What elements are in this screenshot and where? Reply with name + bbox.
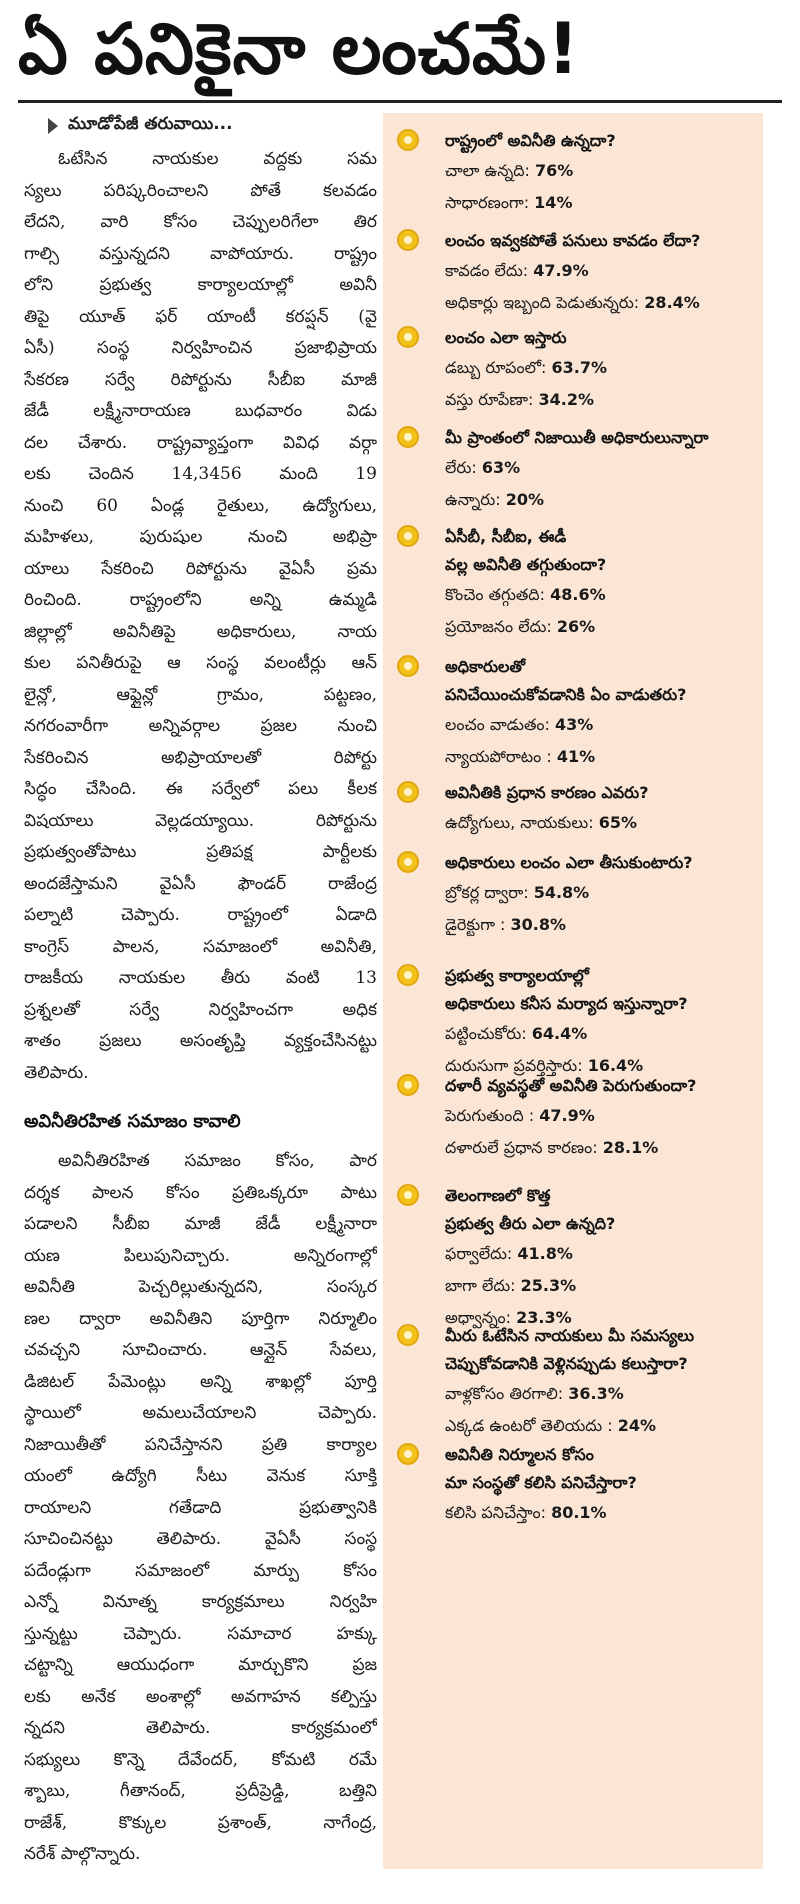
answer-percentage: 63% (481, 458, 521, 477)
article-body-2 (18, 1146, 381, 1871)
answer-label: ఎక్కడ ఉంటరో తెలియదు : (445, 1416, 618, 1435)
survey-question: మా సంస్థతో కలిసి పనిచేస్తారా? (445, 1473, 637, 1492)
answer-label: కొంచెం తగ్గుతది: (445, 585, 551, 604)
article-line: సేకరణ సర్వే రిపోర్టును సీబీఐ మాజీ (24, 369, 377, 390)
answer-percentage: 28.1% (602, 1138, 659, 1157)
article-line: నగరంవారీగా అన్నివర్గాల ప్రజల నుంచి (24, 716, 377, 736)
survey-item (383, 653, 763, 773)
article-line: ప్రభుత్వంతోపాటు ప్రతిపక్ష పార్టీలకు (24, 842, 377, 862)
answer-percentage: 30.8% (510, 915, 567, 934)
article-line: రించింది. రాష్ట్రంలోని అన్ని ఉమ్మడి (24, 590, 377, 610)
answer-percentage: 63.7% (551, 358, 608, 377)
article-line: యాలు సేకరించి రిపోర్టును వైఏసీ ప్రమ (24, 558, 377, 579)
bullet-icon (397, 1074, 419, 1096)
survey-answer (445, 352, 757, 384)
article-line: రాజేశ్, కొక్కుల ప్రశాంత్, నాగేంద్ర, (24, 1812, 377, 1833)
article-line: కాంగ్రెస్ పాలన, సమాజంలో అవినీతి, (24, 936, 377, 957)
article-line: లేదని, వారి కోసం చెప్పులరిగేలా తిర (24, 212, 377, 232)
article-line: స్యలు పరిష్కరించాలని పోతే కలవడం (24, 180, 377, 201)
answer-percentage: 16.4% (587, 1056, 644, 1075)
answer-label: ఉద్యోగులు, నాయకులు: (445, 813, 599, 832)
article-line: పడాలని సీబీఐ మాజీ జేడీ లక్ష్మీనారా (24, 1214, 377, 1234)
article-line: శ్బాబు, గీతానంద్, ప్రదీప్రెడ్డి, బత్తిని (24, 1781, 377, 1801)
article-line: ఎన్నో వినూత్న కార్యక్రమాలు నిర్వహి (24, 1592, 377, 1612)
survey-item (383, 523, 763, 643)
article-line: కుల పనితీరుపై ఆ సంస్థ వలంటీర్లు ఆన్ (24, 653, 377, 673)
survey-answer (445, 807, 757, 839)
headline: ఏ పనికైనా లంచమే! (18, 8, 580, 90)
survey-question: అధికారులతో (445, 657, 525, 676)
survey-question: మీరు ఓటేసిన నాయకులు మీ సమస్యలు (445, 1326, 695, 1345)
article-line: సభ్యులు కొన్నె దేవేందర్, కోమటి రమే (24, 1749, 377, 1770)
survey-question: మీ ప్రాంతంలో నిజాయితీ అధికారులున్నారా (445, 428, 709, 447)
answer-label: సాధారణంగా: (445, 193, 535, 212)
survey-answer (445, 452, 757, 484)
survey-question: వల్ల అవినీతి తగ్గుతుందా? (445, 555, 607, 574)
answer-label: దళారులే ప్రధాన కారణం: (445, 1138, 603, 1157)
survey-answer (445, 1238, 757, 1270)
article-line: ఓటేసిన నాయకుల వద్దకు సమ (58, 149, 377, 169)
bullet-icon (397, 851, 419, 873)
answer-percentage: 36.3% (568, 1384, 624, 1403)
article-line: శాతం ప్రజలు అసంతృప్తి వ్యక్తంచేసినట్టు (24, 1031, 377, 1051)
answer-percentage: 34.2% (538, 390, 595, 409)
answer-label: డబ్బు రూపంలో: (445, 358, 552, 377)
survey-answer (445, 1100, 757, 1132)
survey-answer (445, 741, 757, 773)
survey-question: అధికారులు కనీస మర్యాద ఇస్తున్నారా? (445, 994, 688, 1013)
survey-item (383, 1322, 763, 1442)
answer-label: ఉన్నారు: (445, 490, 506, 509)
answer-label: డైరెక్టుగా : (445, 915, 511, 934)
answer-label: కావడం లేదు: (445, 261, 534, 280)
answer-percentage: 64.4% (531, 1024, 588, 1043)
survey-answer (445, 579, 757, 611)
survey-answer (445, 1497, 757, 1529)
survey-item (383, 779, 763, 839)
bullet-icon (397, 129, 419, 151)
answer-label: అధికార్లు ఇబ్బంది పెడుతున్నరు: (445, 293, 645, 312)
survey-item (383, 1072, 763, 1164)
article-body (18, 144, 381, 1089)
answer-percentage: 65% (598, 813, 637, 832)
answer-percentage: 41% (556, 747, 596, 766)
article-line: జిల్లాల్లో అవినీతిపై అధికారులు, నాయ (24, 621, 377, 642)
survey-item (383, 424, 763, 516)
article-line: తిపై యూత్ ఫర్ యాంటీ కరప్షన్ (వై (24, 306, 377, 327)
survey-question: అవినీతికి ప్రధాన కారణం ఎవరు? (445, 783, 649, 802)
answer-percentage: 24% (617, 1416, 656, 1435)
survey-question: పనిచేయించుకోవడానికి ఏం వాడుతరు? (445, 685, 687, 704)
article-column (18, 108, 381, 1871)
article-line: విషయాలు వెల్లడయ్యాయి. రిపోర్టును (24, 810, 377, 831)
answer-percentage: 43% (555, 715, 594, 734)
article-line: గాల్సి వస్తున్నదని వాపోయారు. రాష్ట్రం (24, 243, 377, 264)
answer-percentage: 48.6% (550, 585, 606, 604)
answer-label: అధ్వాన్నం: (445, 1308, 517, 1327)
headline-rule (18, 100, 782, 103)
article-line: మహిళలు, పురుషుల నుంచి అభిప్రా (24, 527, 377, 547)
answer-percentage: 80.1% (551, 1503, 607, 1522)
answer-percentage: 26% (556, 617, 596, 636)
survey-item (383, 962, 763, 1082)
answer-label: న్యాయపోరాటం : (445, 747, 557, 766)
answer-percentage: 41.8% (517, 1244, 573, 1263)
survey-answer (445, 709, 757, 741)
survey-answer (445, 611, 757, 643)
answer-percentage: 47.9% (533, 261, 589, 280)
survey-question: తెలంగాణలో కొత్త (445, 1186, 551, 1205)
article-line: సూచించినట్టు తెలిపారు. వైఏసీ సంస్థ (24, 1529, 377, 1549)
survey-question: అవినీతి నిర్మూలన కోసం (445, 1445, 594, 1464)
survey-answer (445, 484, 757, 516)
answer-label: పెరుగుతుంది : (445, 1106, 540, 1125)
answer-percentage: 23.3% (516, 1308, 572, 1327)
survey-answer (445, 1018, 757, 1050)
survey-answer (445, 1410, 757, 1442)
article-line: నిజాయితీతో పనిచేస్తానని ప్రతి కార్యాల (24, 1434, 377, 1455)
survey-question: అధికారులు లంచం ఎలా తీసుకుంటారు? (445, 853, 693, 872)
bullet-icon (397, 1324, 419, 1346)
article-line: అవినీతి పెచ్చరిల్లుతున్నదని, సంస్కర (24, 1277, 377, 1297)
article-line: దర్శక పాలన కోసం ప్రతిఒక్కరూ పాటు (24, 1182, 377, 1203)
survey-answer (445, 1270, 757, 1302)
survey-question: లంచం ఇవ్వకపోతే పనులు కావడం లేదా? (445, 231, 701, 250)
answer-label: వాళ్లకోసం తిరగాలి: (445, 1384, 569, 1403)
article-line: చవచ్చని సూచించారు. ఆన్లైన్ సేవలు, (24, 1340, 377, 1360)
answer-percentage: 25.3% (520, 1276, 577, 1295)
survey-question: ప్రభుత్వ తీరు ఎలా ఉన్నది? (445, 1214, 616, 1233)
survey-question: చెప్పుకోవడానికి వెళ్లినప్పుడు కలుస్తారా? (445, 1354, 688, 1373)
survey-item (383, 849, 763, 941)
answer-label: ఫర్వాలేదు: (445, 1244, 518, 1263)
survey-item (383, 324, 763, 416)
article-line: పదేండ్లుగా సమాజంలో మార్పు కోసం (24, 1560, 377, 1581)
survey-panel (383, 113, 763, 1869)
article-line: పల్నాటి చెప్పారు. రాష్ట్రంలో ఏడాది (24, 905, 377, 925)
survey-question: లంచం ఎలా ఇస్తారు (445, 328, 567, 347)
bullet-icon (397, 964, 419, 986)
answer-percentage: 20% (505, 490, 545, 509)
article-line: స్థాయిలో అమలుచేయాలని చెప్పారు. (24, 1403, 377, 1423)
continued-text: మూడోపేజీ తరువాయి... (68, 114, 233, 134)
article-line: రాయాలని గతేడాది ప్రభుత్వానికి (24, 1497, 377, 1518)
survey-item (383, 1182, 763, 1334)
article-line: నుంచి 60 ఏండ్ల రైతులు, ఉద్యోగులు, (24, 495, 377, 516)
chevron-right-icon (48, 118, 58, 134)
survey-question: దళారీ వ్యవస్థతో అవినీతి పెరుగుతుందా? (445, 1076, 697, 1095)
bullet-icon (397, 229, 419, 251)
article-line: యంలో ఉద్యోగి సీటు వెనుక సూక్తి (24, 1466, 377, 1486)
survey-answer (445, 384, 757, 416)
article-line: ణల ద్వారా అవినీతిని పూర్తిగా నిర్మూలిం (24, 1308, 377, 1329)
survey-answer (445, 287, 757, 319)
answer-label: బాగా లేదు: (445, 1276, 521, 1295)
article-line: దల చేశారు. రాష్ట్రవ్యాప్తంగా వివిధ వర్గా (24, 432, 377, 453)
survey-question: ఏసీబీ, సీబీఐ, ఈడీ (445, 527, 567, 546)
answer-label: ప్రయోజనం లేదు: (445, 617, 557, 636)
answer-label: బ్రోకర్ల ద్వారా: (445, 883, 534, 902)
article-line: సేకరించిన అభిప్రాయాలతో రిపోర్టు (24, 747, 377, 768)
survey-item (383, 1441, 763, 1529)
answer-percentage: 28.4% (644, 293, 700, 312)
article-line: ఏసీ) సంస్థ నిర్వహించిన ప్రజాభిప్రాయ (24, 338, 377, 358)
bullet-icon (397, 655, 419, 677)
answer-percentage: 14% (534, 193, 573, 212)
answer-label: పట్టించుకోరు: (445, 1024, 532, 1043)
article-line: చట్టాన్ని ఆయుధంగా మార్చుకొని ప్రజ (24, 1655, 377, 1675)
survey-question: ప్రభుత్వ కార్యాలయాల్లో (445, 966, 589, 985)
answer-label: లేరు: (445, 458, 482, 477)
survey-answer (445, 155, 757, 187)
survey-answer (445, 909, 757, 941)
article-line: నరేశ్ పాల్గొన్నారు. (24, 1844, 141, 1864)
answer-label: చాలా ఉన్నది: (445, 161, 536, 180)
article-line: ప్రశ్నలతో సర్వే నిర్వహించగా అధిక (24, 999, 377, 1020)
survey-answer (445, 1132, 757, 1164)
article-line: యణ పిలుపునిచ్చారు. అన్నిరంగాల్లో (24, 1245, 377, 1266)
article-line: స్తున్నట్టు చెప్పారు. సమాచార హక్కు (24, 1623, 377, 1644)
survey-answer (445, 187, 757, 219)
answer-label: దురుసుగా ప్రవర్తిస్తారు: (445, 1056, 588, 1075)
article-line: అందజేస్తామని వైఏసీ ఫౌండర్ రాజేంద్ర (24, 873, 377, 894)
article-line: లకు చెందిన 14,3456 మంది 19 (24, 464, 377, 484)
bullet-icon (397, 326, 419, 348)
answer-percentage: 54.8% (533, 883, 590, 902)
answer-label: కలిసి పనిచేస్తాం: (445, 1503, 552, 1522)
bullet-icon (397, 525, 419, 547)
answer-label: వస్తు రూపేణా: (445, 390, 539, 409)
bullet-icon (397, 781, 419, 803)
answer-label: లంచం వాడుతం: (445, 715, 555, 734)
survey-item (383, 127, 763, 219)
bullet-icon (397, 426, 419, 448)
continued-from-label (18, 108, 381, 144)
article-line: డిజిటల్ పేమెంట్లు అన్ని శాఖల్లో పూర్తి (24, 1371, 377, 1392)
survey-answer (445, 255, 757, 287)
answer-percentage: 47.9% (539, 1106, 595, 1125)
article-line: అవినీతిరహిత సమాజం కోసం, పార (58, 1151, 377, 1171)
bullet-icon (397, 1443, 419, 1465)
article-line: న్నదని తెలిపారు. కార్యక్రమంలో (24, 1718, 377, 1738)
article-subheading: అవినీతిరహిత సమాజం కావాలి (24, 1111, 241, 1132)
article-line: జేడీ లక్ష్మీనారాయణ బుధవారం విడు (24, 401, 377, 421)
article-line: రాజకీయ నాయకుల తీరు వంటి 13 (24, 968, 377, 988)
article-line: సిద్ధం చేసింది. ఈ సర్వేలో పలు కీలక (24, 779, 377, 799)
article-line: తెలిపారు. (24, 1062, 89, 1083)
article-line: లకు అనేక అంశాల్లో అవగాహన కల్పిస్తు (24, 1686, 377, 1707)
bullet-icon (397, 1184, 419, 1206)
survey-question: రాష్ట్రంలో అవినీతి ఉన్నదా? (445, 131, 616, 150)
answer-percentage: 76% (535, 161, 574, 180)
survey-item (383, 227, 763, 319)
article-line: లోని ప్రభుత్వ కార్యాలయాల్లో అవినీ (24, 275, 377, 295)
survey-answer (445, 877, 757, 909)
article-line: లైన్లో, ఆఫ్లైన్లో గ్రామం, పట్టణం, (24, 684, 377, 705)
survey-answer (445, 1378, 757, 1410)
